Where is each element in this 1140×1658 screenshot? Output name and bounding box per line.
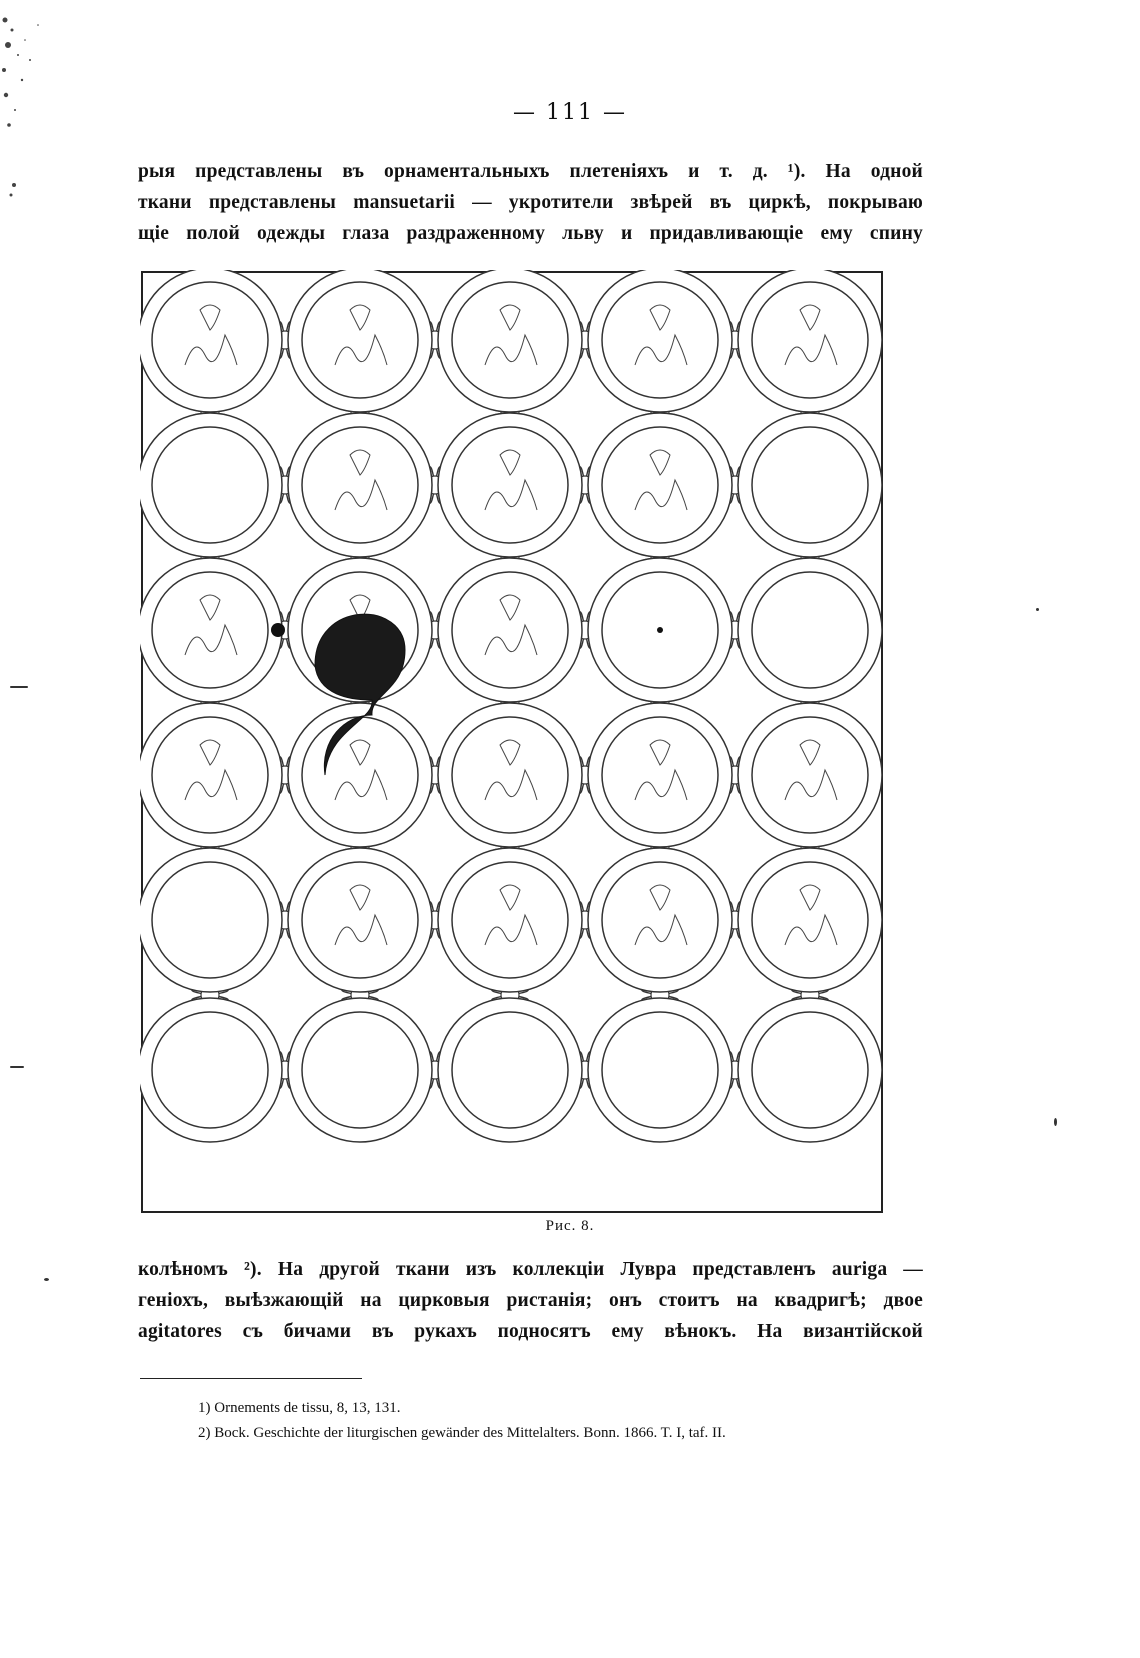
scan-speck	[1054, 1118, 1057, 1126]
text-line: щіе полой одежды глаза раздраженному льву и придавливающіе ему спину	[138, 223, 923, 244]
roundel-inner	[752, 572, 868, 688]
roundel-inner	[752, 427, 868, 543]
roundel-inner	[302, 862, 418, 978]
figure-caption: Рис. 8.	[545, 1218, 595, 1234]
roundel-inner	[302, 1012, 418, 1128]
roundel-inner	[302, 427, 418, 543]
scan-speck	[10, 686, 28, 688]
roundel-inner	[152, 862, 268, 978]
roundel-inner	[602, 1012, 718, 1128]
footnote-2: 2) Bock. Geschichte der liturgischen gewänder des Mittelalters. Bonn. 1866. T. I, taf. II.	[198, 1425, 726, 1441]
roundel-inner	[452, 572, 568, 688]
bottom-paragraph	[138, 1254, 923, 1347]
scan-speck	[10, 1066, 24, 1068]
top-paragraph	[138, 156, 923, 249]
text-line: колѣномъ ²). На другой ткани изъ коллекціи Лувра представленъ auriga —	[138, 1259, 923, 1280]
roundel-inner	[152, 572, 268, 688]
roundel-inner	[752, 1012, 868, 1128]
roundel-inner	[752, 717, 868, 833]
roundel-inner	[302, 282, 418, 398]
roundel-pattern-illustration	[140, 270, 935, 1220]
footnotes	[198, 1396, 938, 1446]
roundel-inner	[452, 717, 568, 833]
footnote-1: 1) Ornements de tissu, 8, 13, 131.	[198, 1400, 401, 1416]
text-line: ткани представлены mansuetarii — укротители звѣрей въ циркѣ, покрываю	[138, 192, 923, 213]
roundel-inner	[152, 282, 268, 398]
roundel-inner	[152, 717, 268, 833]
text-line: рыя представлены въ орнаментальныхъ плетеніяхъ и т. д. ¹). На одной	[138, 161, 923, 182]
roundel-inner	[752, 862, 868, 978]
roundel-inner	[302, 717, 418, 833]
roundel-inner	[152, 427, 268, 543]
footnote-divider	[140, 1378, 362, 1379]
text-line: геніохъ, выѣзжающій на цирковыя ристанія; онъ стоитъ на квадригѣ; двое	[138, 1290, 923, 1311]
ornamental-textile-figure	[140, 270, 935, 1220]
roundel-inner	[152, 1012, 268, 1128]
page-number: — 111 —	[513, 100, 627, 125]
roundel-inner	[452, 862, 568, 978]
dark-dot	[271, 623, 285, 637]
roundel-inner	[602, 282, 718, 398]
center-dot	[657, 627, 663, 633]
roundel-inner	[752, 282, 868, 398]
roundel-inner	[602, 717, 718, 833]
roundel-inner	[452, 1012, 568, 1128]
roundel-inner	[602, 427, 718, 543]
roundel-inner	[452, 427, 568, 543]
scan-speck	[1036, 608, 1039, 611]
text-line: agitatores съ бичами въ рукахъ подносятъ ему вѣнокъ. На византійской	[138, 1321, 923, 1342]
roundel-inner	[452, 282, 568, 398]
scan-speck	[44, 1278, 49, 1281]
roundel-inner	[602, 862, 718, 978]
